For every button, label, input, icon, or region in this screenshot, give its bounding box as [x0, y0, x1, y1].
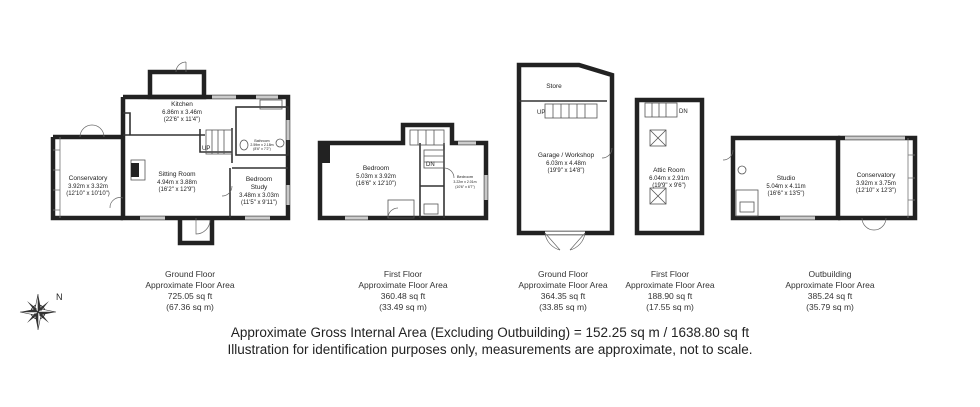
kitchen-metric: 6.86m x 3.46m — [162, 110, 202, 116]
first-floor-plan — [320, 125, 486, 218]
caption-floor-name: Ground Floor — [537, 269, 589, 279]
bedroom-study-label-2: Study — [250, 184, 268, 191]
bedroom-study-metric: 3.48m x 3.03m — [239, 193, 279, 199]
compass-north-label: N — [56, 292, 63, 302]
caption-floor-name: Ground Floor — [164, 269, 216, 279]
second-bedroom-label: Bedroom — [456, 174, 474, 179]
caption-outbuilding — [760, 269, 900, 313]
outbuilding-conservatory-metric: 3.92m x 3.75m — [856, 181, 896, 187]
caption-sqm: (33.49 sq m) — [379, 302, 427, 312]
second-bedroom-metric: 3.22m x 2.01m — [453, 180, 477, 184]
caption-area-label: Approximate Floor Area — [358, 280, 448, 290]
second-bedroom-imperial: (10'6" x 6'7") — [455, 185, 475, 189]
gross-area-statement: Approximate Gross Internal Area (Excluding Outbuilding) = 152.25 sq m / 1638.80 sq ft — [230, 325, 750, 340]
caption-sqft: 188.90 sq ft — [647, 291, 693, 301]
caption-first-floor — [333, 269, 473, 313]
first-bedroom-imperial: (16'6" x 12'10") — [355, 181, 397, 187]
caption-sqft: 385.24 sq ft — [807, 291, 853, 301]
first-stair-dn-label: DN — [426, 162, 435, 168]
caption-attic-first-floor — [605, 269, 735, 313]
first-bedroom-label: Bedroom — [362, 165, 390, 172]
garage-stair-up-label: UP — [537, 110, 546, 116]
studio-imperial: (16'6" x 13'5") — [767, 191, 805, 197]
caption-floor-name: First Floor — [383, 269, 423, 279]
caption-ground-floor — [120, 269, 260, 313]
sitting-room-metric: 4.94m x 3.88m — [157, 180, 197, 186]
caption-area-label: Approximate Floor Area — [785, 280, 875, 290]
caption-sqft: 725.05 sq ft — [167, 291, 213, 301]
bedroom-study-imperial: (11'5" x 9'11") — [240, 200, 278, 206]
garage-label: Garage / Workshop — [537, 152, 595, 159]
first-bedroom-metric: 5.03m x 3.92m — [356, 174, 396, 180]
caption-sqm: (67.36 sq m) — [166, 302, 214, 312]
bathroom-metric: 2.59m x 2.18m — [250, 143, 274, 147]
garage-metric: 6.03m x 4.48m — [546, 161, 586, 167]
studio-label: Studio — [776, 175, 796, 182]
bathroom-imperial: (8'6" x 7'2") — [253, 147, 271, 151]
caption-sqm: (33.85 sq m) — [539, 302, 587, 312]
outbuilding-plan — [723, 138, 915, 230]
caption-sqft: 360.48 sq ft — [380, 291, 426, 301]
sitting-room-imperial: (16'2" x 12'9") — [158, 187, 196, 193]
caption-area-label: Approximate Floor Area — [145, 280, 235, 290]
caption-sqft: 364.35 sq ft — [540, 291, 586, 301]
garage-imperial: (19'9" x 14'8") — [547, 168, 585, 174]
kitchen-imperial: (22'6" x 11'4") — [163, 117, 201, 123]
conservatory-imperial: (12'10" x 10'10") — [66, 191, 110, 197]
sitting-room-label: Sitting Room — [158, 171, 196, 178]
outbuilding-conservatory-imperial: (12'10" x 12'3") — [855, 188, 897, 194]
disclaimer: Illustration for identification purposes only, measurements are approximate, not to scale. — [227, 342, 753, 357]
caption-area-label: Approximate Floor Area — [625, 280, 715, 290]
ground-stair-up-label: UP — [202, 146, 211, 152]
outbuilding-conservatory-label: Conservatory — [856, 172, 896, 179]
caption-sqm: (17.55 sq m) — [646, 302, 694, 312]
store-label: Store — [546, 83, 562, 90]
caption-sqm: (35.79 sq m) — [806, 302, 854, 312]
bedroom-study-label: Bedroom — [245, 176, 273, 183]
ground-floor-plan — [53, 62, 288, 243]
attic-first-floor-plan — [637, 100, 702, 233]
caption-floor-name: First Floor — [650, 269, 690, 279]
attic-stair-dn-label: DN — [679, 109, 688, 115]
conservatory-metric: 3.92m x 3.32m — [68, 184, 108, 190]
attic-room-metric: 6.04m x 2.91m — [649, 176, 689, 182]
attic-room-imperial: (19'9" x 9'6") — [652, 183, 686, 189]
studio-metric: 5.04m x 4.11m — [766, 184, 806, 190]
bathroom-label: Bathroom — [254, 139, 270, 143]
attic-room-label: Attic Room — [653, 167, 685, 174]
conservatory-label: Conservatory — [68, 175, 108, 182]
kitchen-label: Kitchen — [171, 101, 193, 108]
garage-ground-floor-plan — [519, 65, 612, 250]
caption-floor-name: Outbuilding — [808, 269, 852, 279]
caption-area-label: Approximate Floor Area — [518, 280, 608, 290]
